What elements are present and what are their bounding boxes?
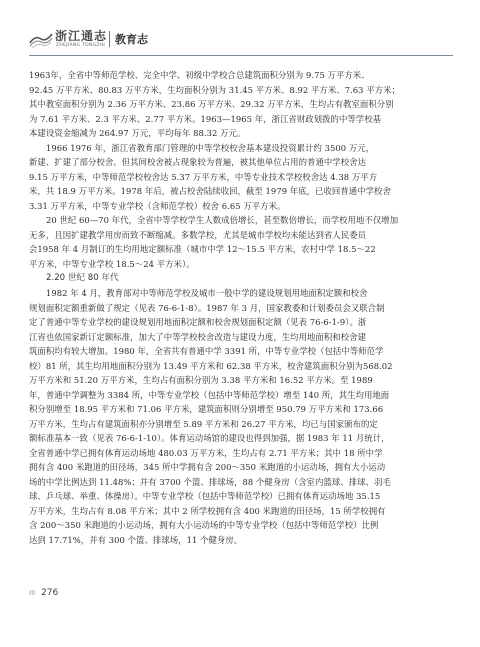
text-line: 新建、扩建了部分校舍。但其间校舍被占现象较为普遍，被其他单位占用的普通中学校舍达: [29, 157, 366, 167]
text-line: 万平方米和 51.20 万平方米，生均占有面积分别为 3.38 平方米和 16.52 平方米。至 1989: [29, 375, 373, 385]
body-text: [29, 68, 453, 547]
text-line: 万平方米，生均占有建筑面积亦分别增至 5.89 平方米和 26.27 平方米，均已与国家颁布的定: [29, 418, 378, 429]
text-line: 其中教室面积分别为 2.36 万平方米、23.86 万平方米、29.32 万平方米，生均占有教室面积分别: [29, 99, 394, 109]
logo-subtitle: ZHEJIANG TONGZHI: [56, 43, 106, 48]
page-footer: [29, 588, 58, 598]
text-line: 球、乒乓球、举重、体操房）。中等专业学校（包括中等师范学校）已拥有体育运动场地 35.15: [29, 491, 381, 501]
paragraphs-after: [29, 286, 453, 547]
text-line: 全省普通中学已拥有体育运动场地 480.03 万平方米，生均占有 2.71 平方米；其中 18 所中学: [29, 447, 383, 458]
text-line: 规划面积定额重新做了规定（见表 76-6-1-8）。1987 年 3 月，国家教委和计划委员会又联合制: [29, 302, 385, 313]
page-header: [29, 27, 453, 55]
text-line: 会1958 年 4 月制订的生均用地定额标准（城市中学 12～15.5 平方米，农村中学 18.5～22: [29, 244, 376, 254]
text-line: 无多，且因扩建教学用房而致不断缩减。多数学校，尤其是城市学校均未能达到省人民委员: [29, 229, 366, 240]
text-line: 含 200～350 米跑道的小运动场，拥有大小运动场的中等专业学校（包括中等师范学校）比例: [29, 520, 379, 530]
logo-title: 浙江通志: [55, 29, 108, 43]
text-line: 9.15 万平方米，中等师范学校校舍达 5.37 万平方米，中等专业技术学校校舍达 4.38 万平方: [29, 171, 378, 182]
header-rule: [29, 55, 453, 56]
text-line: 额标准基本一致（见表 76-6-1-10）。体育运动场馆的建设也得到加强，据 1983 年 11 月统计，: [29, 433, 390, 443]
text-line: 万平方米，生均占有 8.08 平方米；其中 2 所学校拥有含 400 米跑道的田径场，15 所学校拥有: [29, 505, 386, 516]
footer-mark: III: [29, 589, 36, 597]
text-line: 92.45 万平方米、80.83 万平方米，生均面积分别为 31.45 平方米、8.92 平方米、7.63 平方米；: [29, 84, 400, 95]
zhejiang-logo-icon: [29, 29, 53, 49]
text-line: 积分别增至 18.95 平方米和 71.06 平方米，建筑面积则分别增至 950.79 万平方米和 173.66: [29, 404, 384, 414]
text-line: 平方米，中等专业学校 18.5～24 平方米）。: [29, 258, 195, 269]
text-line: 场的中学比例达到 11.48%；并有 3700 个篮、排球场，88 个健身房（含室内篮球、排球、羽毛: [29, 476, 391, 487]
text-line: 江省也依国家新订定额标准，加大了中等学校校舍改造与建设力度，生均用地面积和校舍建: [29, 331, 366, 342]
text-line: 本建设资金缩减为 264.97 万元，平均每年 88.32 万元。: [29, 128, 246, 138]
paragraph: [29, 141, 453, 214]
text-line: 筑面积均有较大增加。1980 年，全省共有普通中学 3391 所，中等专业学校（包括中等师范学: [29, 346, 384, 356]
header-divider: [109, 31, 110, 47]
page-number: 276: [41, 588, 59, 598]
text-line: 年，普通中学调整为 3384 所，中等专业学校（包括中等师范学校）增至 140 所，其生均用地面: [29, 389, 390, 400]
text-line: 1963年，全省中等师范学校、完全中学、初级中学校合总建筑面积分别为 9.75 万平方米、: [29, 70, 370, 80]
text-line: 20 世纪 60—70 年代，全省中等学校学生人数成倍增长，甚至数倍增长，而学校用地不仅增加: [46, 215, 399, 225]
subsection-heading: 2.20 世纪 80 年代: [46, 273, 119, 283]
text-line: 1982 年 4 月，教育部对中等师范学校及城市一般中学的建设规划用地面积定额和校舍: [46, 288, 368, 298]
paragraphs-before: [29, 68, 453, 271]
text-line: 为 7.61 平方米、2.3 平方米、2.77 平方米。1963—1965 年，浙江省财政划拨的中等学校基: [29, 113, 382, 124]
text-line: 定了普通中等专业学校的建设规划用地面积定额和校舍规划面积定额（见表 76-6-1-9）。浙: [29, 317, 367, 327]
paragraph: [29, 286, 453, 547]
text-line: 拥有含 400 米跑道的田径场，345 所中学拥有含 200～350 米跑道的小运动场，拥有大小运动: [29, 462, 386, 472]
text-line: 3.31 万平方米，中等专业学校（含师范学校）校舍 6.65 万平方米。: [29, 200, 286, 211]
paragraph: [29, 213, 453, 271]
section-title: 教育志: [115, 33, 148, 46]
text-line: 达到 17.71%，并有 300 个篮、排球场，11 个健身房。: [29, 534, 243, 545]
paragraph: [29, 68, 453, 141]
text-line: 米，共 18.9 万平方米。1978 年后，被占校舍陆续收回，截至 1979 年底，已收回普通中学校舍: [29, 186, 391, 196]
text-line: 校）81 所，其生均用地面积分别为 13.49 平方米和 62.38 平方米，校舍建筑面积分别为568.02: [29, 360, 393, 371]
text-line: 1966 1976 年，浙江省教育部门管理的中等学校校舍基本建设投资累计约 3500 万元，: [46, 142, 375, 153]
